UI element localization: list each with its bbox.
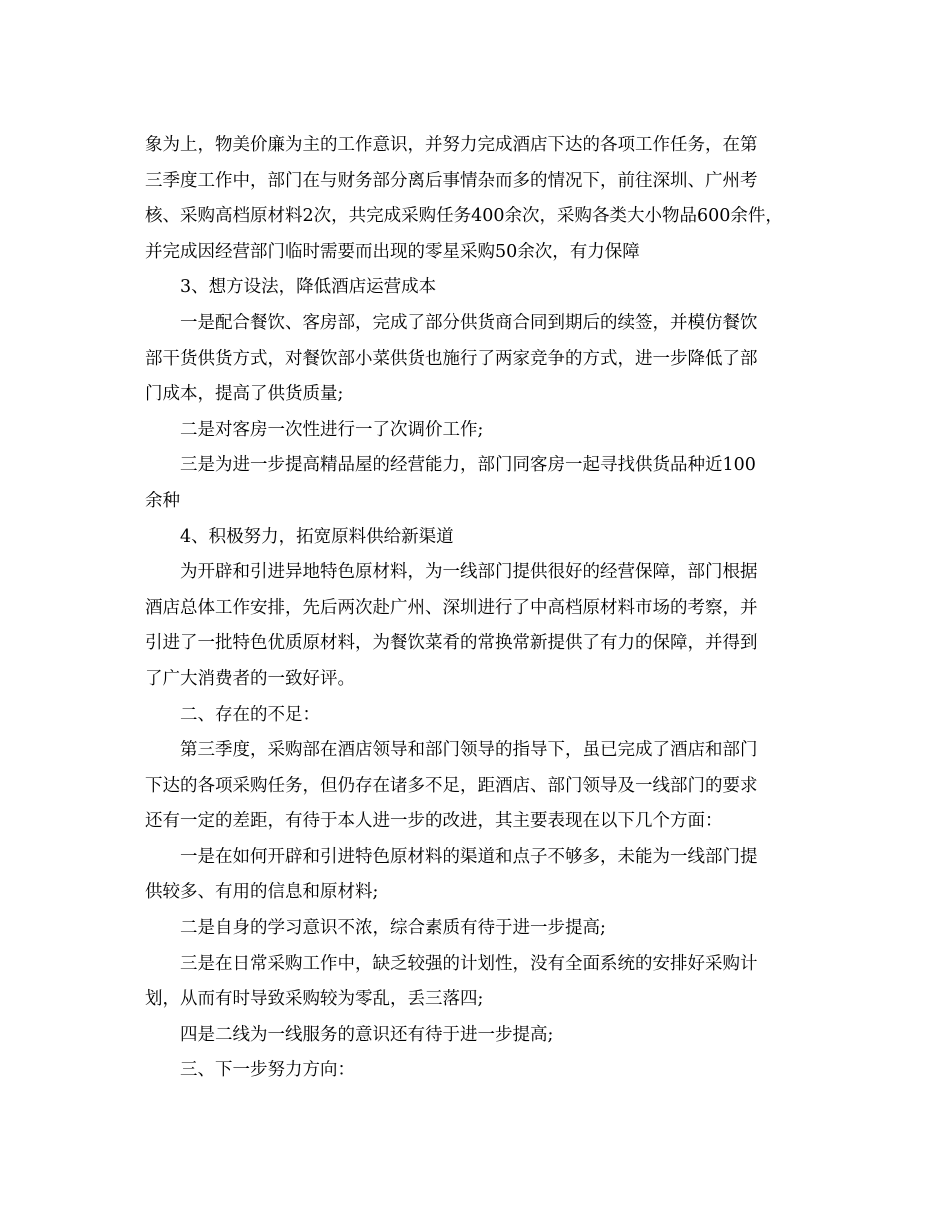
text-line: 三季度工作中，部门在与财务部分离后事情杂而多的情况下，前往深圳、广州考 [145, 170, 758, 191]
text-line: 还有一定的差距，有待于本人进一步的改进，其主要表现在以下几个方面： [145, 811, 723, 832]
text-line: 核、采购高档原材料2次，共完成采购任务400余次，采购各类大小物品600余件， [145, 206, 783, 227]
text-line: 部干货供货方式，对餐饮部小菜供货也施行了两家竞争的方式，进一步降低了部 [145, 348, 758, 369]
text-line: 供较多、有用的信息和原材料; [145, 882, 379, 903]
text-line: 三是在日常采购工作中，缺乏较强的计划性，没有全面系统的安排好采购计 [180, 953, 758, 974]
text-line: 3、想方设法，降低酒店运营成本 [180, 277, 437, 298]
text-line: 二是对客房一次性进行一了次调价工作; [180, 419, 484, 440]
text-line: 第三季度，采购部在酒店领导和部门领导的指导下，虽已完成了酒店和部门 [180, 740, 758, 761]
text-line: 并完成因经营部门临时需要而出现的零星采购50余次，有力保障 [145, 241, 640, 262]
text-line: 三是为进一步提高精品屋的经营能力，部门同客房一起寻找供货品种近100 [180, 455, 756, 476]
text-line: 为开辟和引进异地特色原材料，为一线部门提供很好的经营保障，部门根据 [180, 562, 758, 583]
text-line: 二、存在的不足： [180, 704, 320, 725]
text-line: 二是自身的学习意识不浓，综合素质有待于进一步提高; [180, 918, 606, 939]
text-line: 引进了一批特色优质原材料，为餐饮菜肴的常换常新提供了有力的保障，并得到 [145, 633, 758, 654]
text-line: 了广大消费者的一致好评。 [145, 668, 355, 689]
text-line: 4、积极努力，拓宽原料供给新渠道 [180, 526, 454, 547]
text-line: 象为上，物美价廉为主的工作意识，并努力完成酒店下达的各项工作任务，在第 [145, 135, 758, 155]
text-line: 四是二线为一线服务的意识还有待于进一步提高; [180, 1024, 554, 1045]
document-body [145, 128, 810, 1089]
text-line: 下达的各项采购任务，但仍存在诸多不足，距酒店、部门领导及一线部门的要求 [145, 775, 758, 796]
text-line: 一是在如何开辟和引进特色原材料的渠道和点子不够多，未能为一线部门提 [180, 846, 758, 867]
text-line: 一是配合餐饮、客房部，完成了部分供货商合同到期后的续签，并模仿餐饮 [180, 312, 758, 333]
text-line: 余种 [145, 490, 180, 511]
text-line: 门成本，提高了供货质量; [145, 384, 344, 405]
text-line: 酒店总体工作安排，先后两次赴广州、深圳进行了中高档原材料市场的考察，并 [145, 597, 758, 618]
text-line: 三、下一步努力方向： [180, 1060, 355, 1081]
text-line: 划，从而有时导致采购较为零乱，丢三落四; [145, 989, 484, 1010]
